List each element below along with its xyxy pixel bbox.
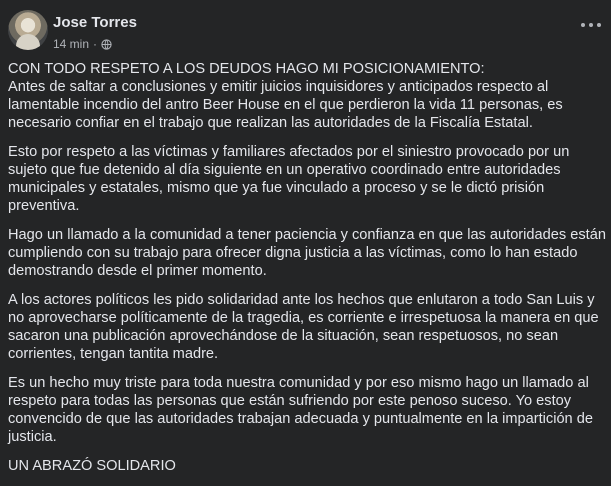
post-paragraph: UN ABRAZÓ SOLIDARIO [8, 458, 176, 474]
post-meta [53, 37, 112, 51]
post-timestamp[interactable]: 14 min [53, 37, 90, 51]
more-options-icon[interactable] [581, 20, 601, 30]
post-paragraph: Es un hecho muy triste para toda nuestra comunidad y por eso mismo hago un llamado al respeto para todas las personas que están sufriendo por este penoso suceso. Yo estoy convencido de que las autoridades trabajan adecuada y puntualmente en la impartición de justicia. [8, 375, 593, 445]
author-name[interactable]: Jose Torres [53, 14, 137, 31]
post-paragraph: CON TODO RESPETO A LOS DEUDOS HAGO MI POSICIONAMIENTO: Antes de saltar a conclusiones y emitir juicios inquisidores y anticipados respecto al lamentable incendio del antro Beer House en el que perdieron la vida 11 personas, es necesario confiar en el trabajo que realizan las autoridades de la Fiscalía Estatal. [8, 61, 563, 131]
post-body [8, 60, 606, 486]
globe-icon [101, 39, 112, 50]
post-paragraph: Esto por respeto a las víctimas y familiares afectados por el siniestro provocado por un sujeto que fue detenido al día siguiente en un operativo coordinado entre autoridades municipales y estatales, mismo que ya fue vinculado a proceso y se le dictó prisión preventiva. [8, 144, 570, 214]
author-avatar[interactable] [8, 10, 48, 50]
meta-separator: · [93, 37, 98, 51]
post-paragraph: Hago un llamado a la comunidad a tener paciencia y confianza en que las autoridades están cumpliendo con su trabajo para ofrecer digna justicia a las víctimas, como lo han estado demostrando desde el primer momento. [8, 227, 606, 279]
post-header [8, 10, 603, 54]
post-paragraph: A los actores políticos les pido solidaridad ante los hechos que enlutaron a todo San Luis y no aprovecharse políticamente de la tragedia, es corriente e irrespetuosa la manera en que sacaron una publicación aprovechándose de la situación, sean respetuosos, no sean corrientes, tengan tantita madre. [8, 292, 599, 362]
